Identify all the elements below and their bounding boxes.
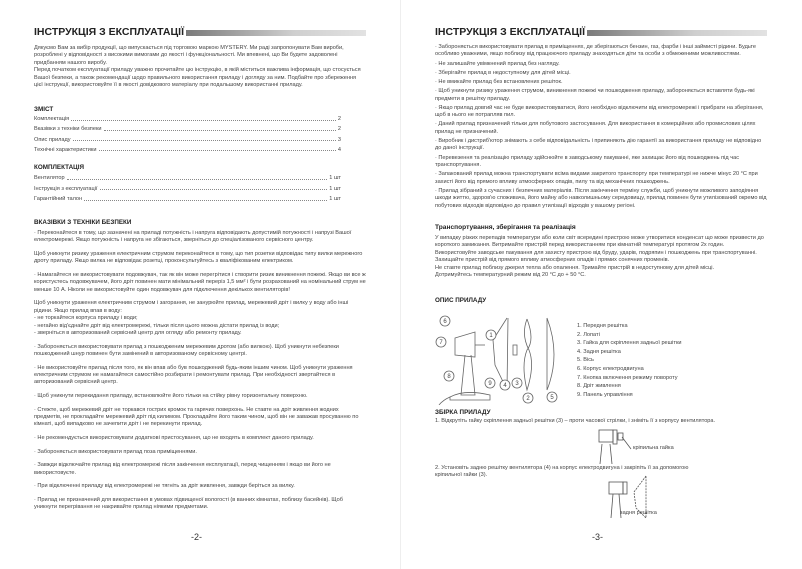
dot-leader <box>100 189 328 190</box>
part-legend-item: 9. Панель управління <box>577 391 633 398</box>
rear-grille-caption: задня решітка <box>620 510 657 516</box>
description-heading: ОПИС ПРИЛАДУ <box>435 297 487 304</box>
transport-paragraph: У випадку різких перепадів температури або коли світ всередині пристрою може утворитися конденсат що може призвести до короткого замикання. Витримайте пристрій перед використанням при кімнатній температурі протягом 2х годин. <box>435 235 764 249</box>
safety-item: · Не залишайте увімкнений прилад без нагляду. <box>435 60 560 67</box>
part-legend-item: 2. Лопаті <box>577 331 600 338</box>
part-legend-item: 3. Гайка для скріплення задньої решітки <box>577 340 682 347</box>
title-gradient-bar <box>587 30 767 36</box>
package-heading: КОМПЛЕКТАЦІЯ <box>34 164 85 171</box>
svg-text:8: 8 <box>447 374 451 380</box>
svg-text:5: 5 <box>550 395 554 401</box>
page-title: ІНСТРУКЦІЯ З ЕКСПЛУАТАЦІЇ <box>34 26 366 38</box>
safety-item: · Переконайтеся в тому, що зазначені на приладі потужність і напруга відповідають допустимій потужності і напрузі Вашої електромережі. Якщо потужність і напруга не збігаються, зверніться до спеціалізованого сервісного центру. <box>34 230 352 244</box>
assembly-heading: ЗБІРКА ПРИЛАДУ <box>435 409 491 416</box>
intro <box>34 45 366 94</box>
svg-text:9: 9 <box>488 381 492 387</box>
package-item-label: Вентилятор <box>34 175 65 181</box>
safety-item: Щоб уникнути ризику ураження електричним струмом переконайтеся в тому, що тип розетки відповідає типу вилки мережного дроту приладу. Якщо вилка не відповідає розетці, проконсультуйтесь з кваліфікованим електриком. <box>34 251 363 265</box>
safety-item: · Забороняється використовувати прилад з пошкодженим мережевим дротом (або вилкою). Щоб уникнути небезпеки пошкоджений шнур повинен бути замінений в авторизованому сервісному центрі. <box>34 343 339 358</box>
page-number: -2- <box>191 532 202 542</box>
transport-paragraph: Дотримуйтесь температурний режим від 20 °С до + 50 °С. <box>435 272 586 279</box>
svg-text:4: 4 <box>503 383 507 389</box>
contents-item <box>34 126 341 132</box>
dot-leader <box>104 130 336 131</box>
part-legend-item: 1. Передня решітка <box>577 323 628 329</box>
contents-item-value: 3 <box>337 136 341 143</box>
svg-text:1: 1 <box>489 333 493 339</box>
dot-leader <box>84 200 327 201</box>
dot-leader <box>71 120 336 121</box>
contents-item-value: 2 <box>337 126 341 133</box>
base <box>450 392 490 400</box>
assembly-step-2: 2. Установіть задню решітку вентилятора (4) на корпус електродвигуна і закріпіть її за допомогою кріпильної гайки (3). <box>435 465 689 479</box>
safety-item: · Забороняється використовувати прилад в приміщеннях, де зберігаються бензин, газ, фарби і інші займисті рідини. Будьте особливо уважними, якщо поблизу від працюючого приладу знаходяться діти та особи з обмеженими можливостями. <box>435 44 756 58</box>
package-item-label: Інструкція з експлуатації <box>34 185 98 192</box>
blades <box>524 319 532 390</box>
part-legend-item: 7. Кнопка включення режиму повороту <box>577 374 678 381</box>
rear-grille <box>493 318 508 390</box>
motor-housing <box>455 332 475 357</box>
safety-item: · Прилад не призначений для використання в умовах підвищеної вологості (в ванних кімнатах, поблизу басейнів). Щоб уникнути перегрівання не накривайте прилад ніякими предметами. <box>34 496 343 511</box>
transport-text <box>435 235 767 279</box>
package-item <box>34 186 341 192</box>
safety-item: · Запакований прилад можна транспортувати всіма видами закритого транспорту при температурі не нижче мінус 20 °С при захисті його від прямого впливу атмосферних опадів, пилу та від механічних пошкоджень. <box>435 171 758 185</box>
safety-item: · Намагайтеся не використовувати подовжувач, так як він може перегрітися і створити ризик виникнення пожежі. Якщо ви все ж користуєтесь подовжувачем, його дріт повинен мати мінімальний переріз 1,5 мм² і бути розрахований на номінальний струм не менше 10 А. Ніколи не використовуйте один подовжувач для підключення декількох вентиляторів! <box>34 272 366 293</box>
safety-heading: ВКАЗІВКИ З ТЕХНІКИ БЕЗПЕКИ <box>34 219 132 226</box>
contents-item-label: Вказівки з техніки безпеки <box>34 126 102 133</box>
part-legend-item: 4. Задня решітка <box>577 348 621 355</box>
safety-item: · Прилад зібраний з сучасних і безпечних матеріалів. Після закінчення терміну служби, щоб уникнути можливого заподіяння шкоди життю, здоров'ю споживача, його майну або навколишньому середовищу, прилад повинен бути утилізований окремо від побутових відходів відповідно до правил утилізації відходів у вашому регіоні. <box>435 187 767 209</box>
safety-item: · Виробник і дистриб'ютор знімають з себе відповідальність і припиняють дію гарантії за використання приладу не відповідно до даної інструкції. <box>435 138 762 152</box>
page-number: -3- <box>592 532 603 542</box>
package-item-value: 1 шт <box>329 175 341 181</box>
transport-paragraph: Використовуйте заводське пакування для захисту пристрою від бруду, ударів, подряпин і пошкоджень при транспортуванні. <box>435 249 757 256</box>
parts-legend <box>577 322 682 399</box>
svg-text:3: 3 <box>515 381 519 387</box>
dot-leader <box>67 179 328 180</box>
contents-item <box>34 147 341 153</box>
power-cord <box>439 397 450 405</box>
safety-item: · Зберігайте прилад в недоступному для дітей місці. <box>435 69 571 76</box>
transport-paragraph: Не ставте прилад поблизу джерел тепла або опалення. Тримайте пристрій в недоступному для дітей місці. <box>435 264 715 271</box>
dot-leader <box>99 150 336 151</box>
package-item-value: 1 шт <box>329 185 341 192</box>
intro-paragraph: Дякуємо Вам за вибір продукції, що випускається під торговою маркою MYSTERY. Ми раді запропонувати Вам вироби, розроблені у відповідності з високими вимогами до якості і функціональності. Ми впевнені, що Ви будете задоволені придбанням нашого виробу. <box>34 45 344 66</box>
safety-item: · Не використовуйте прилад після того, як він впав або був пошкоджений будь-яким іншим чином. Щоб уникнути ураження електричним струмом не намагайтеся самостійно розбирати і ремонтувати прилад. При необхідності звертайтеся в авторизований сервісний центр. <box>34 364 353 386</box>
page-3 <box>401 0 802 569</box>
svg-text:2: 2 <box>526 396 530 402</box>
assembly-step-1: 1. Відкрутіть гайку скріплення задньої решітки (3) – проти часової стрілки, і зніміть її з корпусу вентилятора. <box>435 418 716 424</box>
transport-paragraph: Захищайте пристрій від прямого впливу атмосферних опадів і прямих сонячних променів. <box>435 257 670 264</box>
contents-item-value: 4 <box>337 146 341 153</box>
contents-item-label: Комплектація <box>34 116 70 122</box>
contents-item-label: Опис приладу <box>34 136 71 143</box>
part-legend-item: 5. Вісь <box>577 357 594 364</box>
safety-list-continued <box>435 44 767 212</box>
safety-item: · Якщо прилад довгий час не буде використовуватися, його необхідно відключити від електромережі і прибрати на зберігання, щоб в нього не потрапляв пил. <box>435 104 764 119</box>
safety-item: Щоб уникнути ураження електричним струмом і загорання, не занурюйте прилад, мережевий дріт і вилку у воду або інші рідини. Якщо прилад впав в воду: - не торкайтеся корпуса приладу і води; - негайно від'єднайте дріт від електромережі, тільки після цього можна дістати прилад із води; - зверніться в авторизований сервісний центр для огляду або ремонту приладу. <box>34 300 349 337</box>
safety-list <box>34 230 366 518</box>
step-1-illustration <box>596 424 676 464</box>
stand <box>461 355 475 395</box>
dot-leader <box>73 140 336 141</box>
transport-heading: Транспортування, зберігання та реалізація <box>435 224 576 231</box>
contents-item-value: 2 <box>337 116 341 122</box>
title-gradient-bar <box>186 30 366 36</box>
page-title: ІНСТРУКЦІЯ З ЕКСПЛУАТАЦІЇ <box>435 26 767 38</box>
package-item <box>34 196 341 202</box>
safety-item: · Завжди відключайте прилад від електромережі після закінчення експлуатації, перед чищенням і якщо ви його не використовуєте. <box>34 462 331 476</box>
safety-item: · При відключенні приладу від електромережі не тягніть за дріт живлення, завжди беріться за вилку. <box>34 483 295 490</box>
safety-item: · Не вмикайте прилад без встановлених решіток. <box>435 79 563 86</box>
contents-heading: ЗМІСТ <box>34 106 54 113</box>
fan-exploded-diagram <box>435 305 570 405</box>
safety-item: · Даний прилад призначений тільки для побутового застосування. Для використання в комерційних або промислових цілях прилад не призначений. <box>435 121 756 135</box>
package-item <box>34 175 341 181</box>
contents-item-label: Технічні характеристики <box>34 146 97 153</box>
safety-item: · Щоб уникнути перекидання приладу, встановлюйте його тільки на стійку рівну горизонтальну поверхню. <box>34 393 308 400</box>
contents-item <box>34 116 341 122</box>
part-legend-item: 8. Дріт живлення <box>577 383 621 390</box>
svg-text:7: 7 <box>439 340 443 346</box>
safety-item: · Перевезення та реалізацію приладу здійснюйте в заводському пакуванні, яке захищає його від пошкоджень під час транспортування. <box>435 154 740 169</box>
safety-item: · Забороняється використовувати прилад поза приміщеннями. <box>34 448 197 455</box>
grille-nut <box>513 345 517 355</box>
package-item-label: Гарантійний талон <box>34 196 83 202</box>
contents-item <box>34 137 341 143</box>
package-item-value: 1 шт <box>329 196 341 202</box>
intro-paragraph: Перед початком експлуатації приладу уважно прочитайте цю інструкцію, в якій міститься важлива інформація, що стосується Вашої безпеки, а також рекомендації щодо правильного використання приладу і догляду за ним. Подбайте про збереження цієї інструкції, використовуйте її в якості довідкового матеріалу при подальшому використанні приладу. <box>34 67 361 89</box>
safety-item: · Не рекомендується використовувати додаткові пристосування, що не входять в комплект даного приладу. <box>34 435 314 442</box>
svg-text:6: 6 <box>443 319 447 325</box>
nut-caption: кріпильна гайка <box>633 445 674 451</box>
front-grille <box>547 318 554 390</box>
safety-item: · Стежте, щоб мережевий дріт не торкався гострих кромок та гарячих поверхонь. Не ставте на дріт живлення жодних предметів, не прокладайте мережевий дріт під килимом. Прокладайте його таким чином, щоб він не заважав просуванню по кімнаті, щоб випадково не зачепити дріт і не перекинути прилад. <box>34 406 359 428</box>
part-legend-item: 6. Корпус електродвигуна <box>577 365 644 372</box>
safety-item: · Щоб уникнути ризику ураження струмом, виникнення пожежі чи пошкодження приладу, забороняється вставляти будь-які предмети в решітку приладу. <box>435 88 755 102</box>
